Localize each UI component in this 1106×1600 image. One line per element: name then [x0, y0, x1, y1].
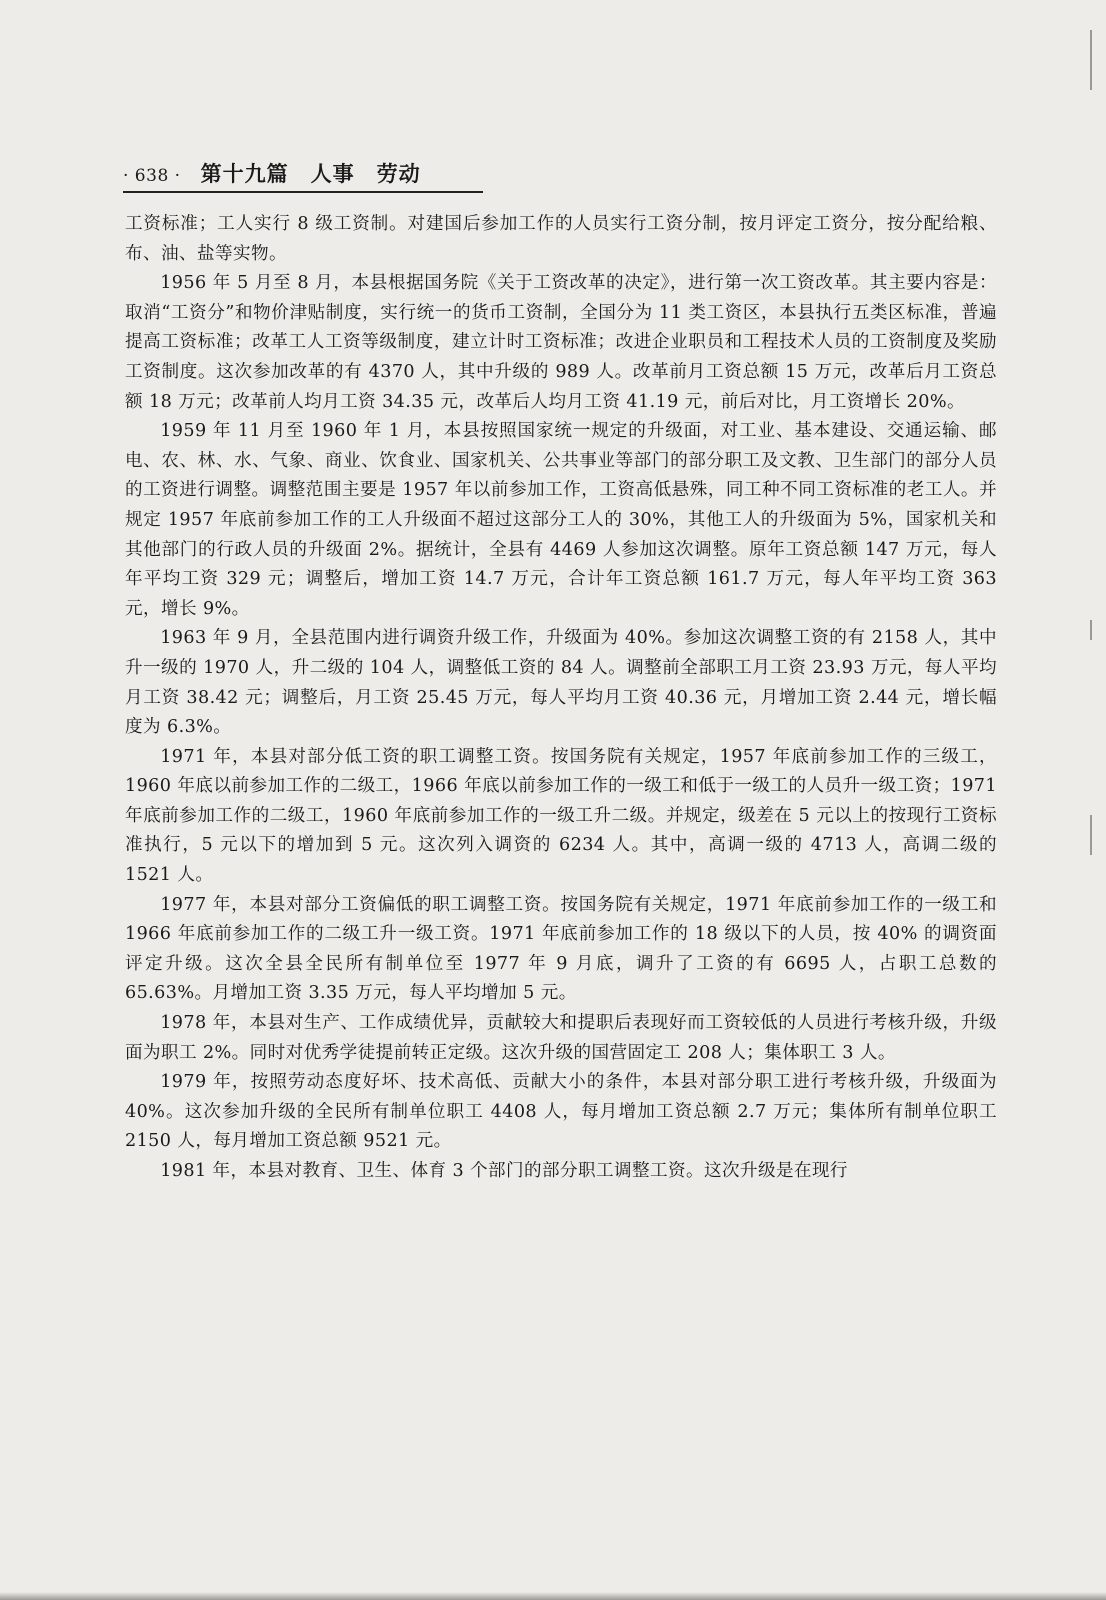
paragraph-1979-promotion: 1979 年，按照劳动态度好坏、技术高低、贡献大小的条件，本县对部分职工进行考核升级，升级面为 40%。这次参加升级的全民所有制单位职工 4408 人，每月增加工资总额 2.7 万元；集体所有制单位职工 2150 人，每月增加工资总额 9521 元。: [125, 1072, 997, 1152]
page-header: [123, 158, 483, 194]
scan-edge-mark: [1090, 30, 1092, 90]
scan-edge-mark: [1090, 620, 1092, 640]
page-number: · 638 ·: [123, 166, 181, 186]
paragraph-1981-adjustment: 1981 年，本县对教育、卫生、体育 3 个部门的部分职工调整工资。这次升级是在现行: [160, 1161, 848, 1181]
paragraph-1959-adjustment: 1959 年 11 月至 1960 年 1 月，本县按照国家统一规定的升级面，对工业、基本建设、交通运输、邮电、农、林、水、气象、商业、饮食业、国家机关、公共事业等部门的部分职工及文教、卫生部门的部分人员的工资进行调整。调整范围主要是 1957 年以前参加工作，工资高低悬殊，同工种不同工资标准的老工人。并规定 1957 年底前参加工作的工人升级面不超过这部分工人的 30%，其他工人的升级面为 5%，国家机关和其他部门的行政人员的升级面 2%。据统计，全县有 4469 人参加这次调整。原年工资总额 147 万元，每人年平均工资 329 元；调整后，增加工资 14.7 万元，合计年工资总额 161.7 万元，每人年平均工资 363 元，增长 9%。: [125, 421, 997, 619]
header-rule: [123, 191, 483, 193]
scan-edge-mark: [1090, 815, 1092, 855]
paragraph-1978-promotion: 1978 年，本县对生产、工作成绩优异，贡献较大和提职后表现好而工资较低的人员进行考核升级，升级面为职工 2%。同时对优秀学徒提前转正定级。这次升级的国营固定工 208 人；集体职工 3 人。: [125, 1013, 997, 1063]
paragraph-1971-adjustment: 1971 年，本县对部分低工资的职工调整工资。按国务院有关规定，1957 年底前参加工作的三级工，1960 年底以前参加工作的二级工，1966 年底以前参加工作的一级工和低于一级工的人员升一级工资；1971 年底前参加工作的二级工，1960 年底前参加工作的一级工升二级。并规定，级差在 5 元以上的按现行工资标准执行，5 元以下的增加到 5 元。这次列入调资的 6234 人。其中，高调一级的 4713 人，高调二级的 1521 人。: [125, 746, 997, 886]
body-text: [125, 210, 997, 1187]
chapter-title: 第十九篇 人事 劳动: [200, 161, 421, 186]
paragraph-1977-adjustment: 1977 年，本县对部分工资偏低的职工调整工资。按国务院有关规定，1971 年底前参加工作的一级工和 1966 年底前参加工作的二级工升一级工资。1971 年底前参加工作的 18 级以下的人员，按 40% 的调资面评定升级。这次全县全民所有制单位至 1977 年 9 月底，调升了工资的有 6695 人，占职工总数的 65.63%。月增加工资 3.35 万元，每人平均增加 5 元。: [125, 894, 997, 1004]
paragraph-1963-adjustment: 1963 年 9 月，全县范围内进行调资升级工作，升级面为 40%。参加这次调整工资的有 2158 人，其中升一级的 1970 人，升二级的 104 人，调整低工资的 84 人。调整前全部职工月工资 23.93 万元，每人平均月工资 38.42 元；调整后，月工资 25.45 万元，每人平均月工资 40.36 元，月增加工资 2.44 元，增长幅度为 6.3%。: [125, 628, 997, 738]
scan-bottom-shadow: [0, 1592, 1106, 1600]
paragraph-continuation: 工资标准；工人实行 8 级工资制。对建国后参加工作的人员实行工资分制，按月评定工资分，按分配给粮、布、油、盐等实物。: [125, 214, 997, 264]
paragraph-1956-reform: 1956 年 5 月至 8 月，本县根据国务院《关于工资改革的决定》，进行第一次工资改革。其主要内容是：取消“工资分”和物价津贴制度，实行统一的货币工资制，全国分为 11 类工资区，本县执行五类区标准，普遍提高工资标准；改革工人工资等级制度，建立计时工资标准；改进企业职员和工程技术人员的工资制度及奖励工资制度。这次参加改革的有 4370 人，其中升级的 989 人。改革前月工资总额 15 万元，改革后月工资总额 18 万元；改革前人均月工资 34.35 元，改革后人均月工资 41.19 元，前后对比，月工资增长 20%。: [125, 273, 997, 412]
